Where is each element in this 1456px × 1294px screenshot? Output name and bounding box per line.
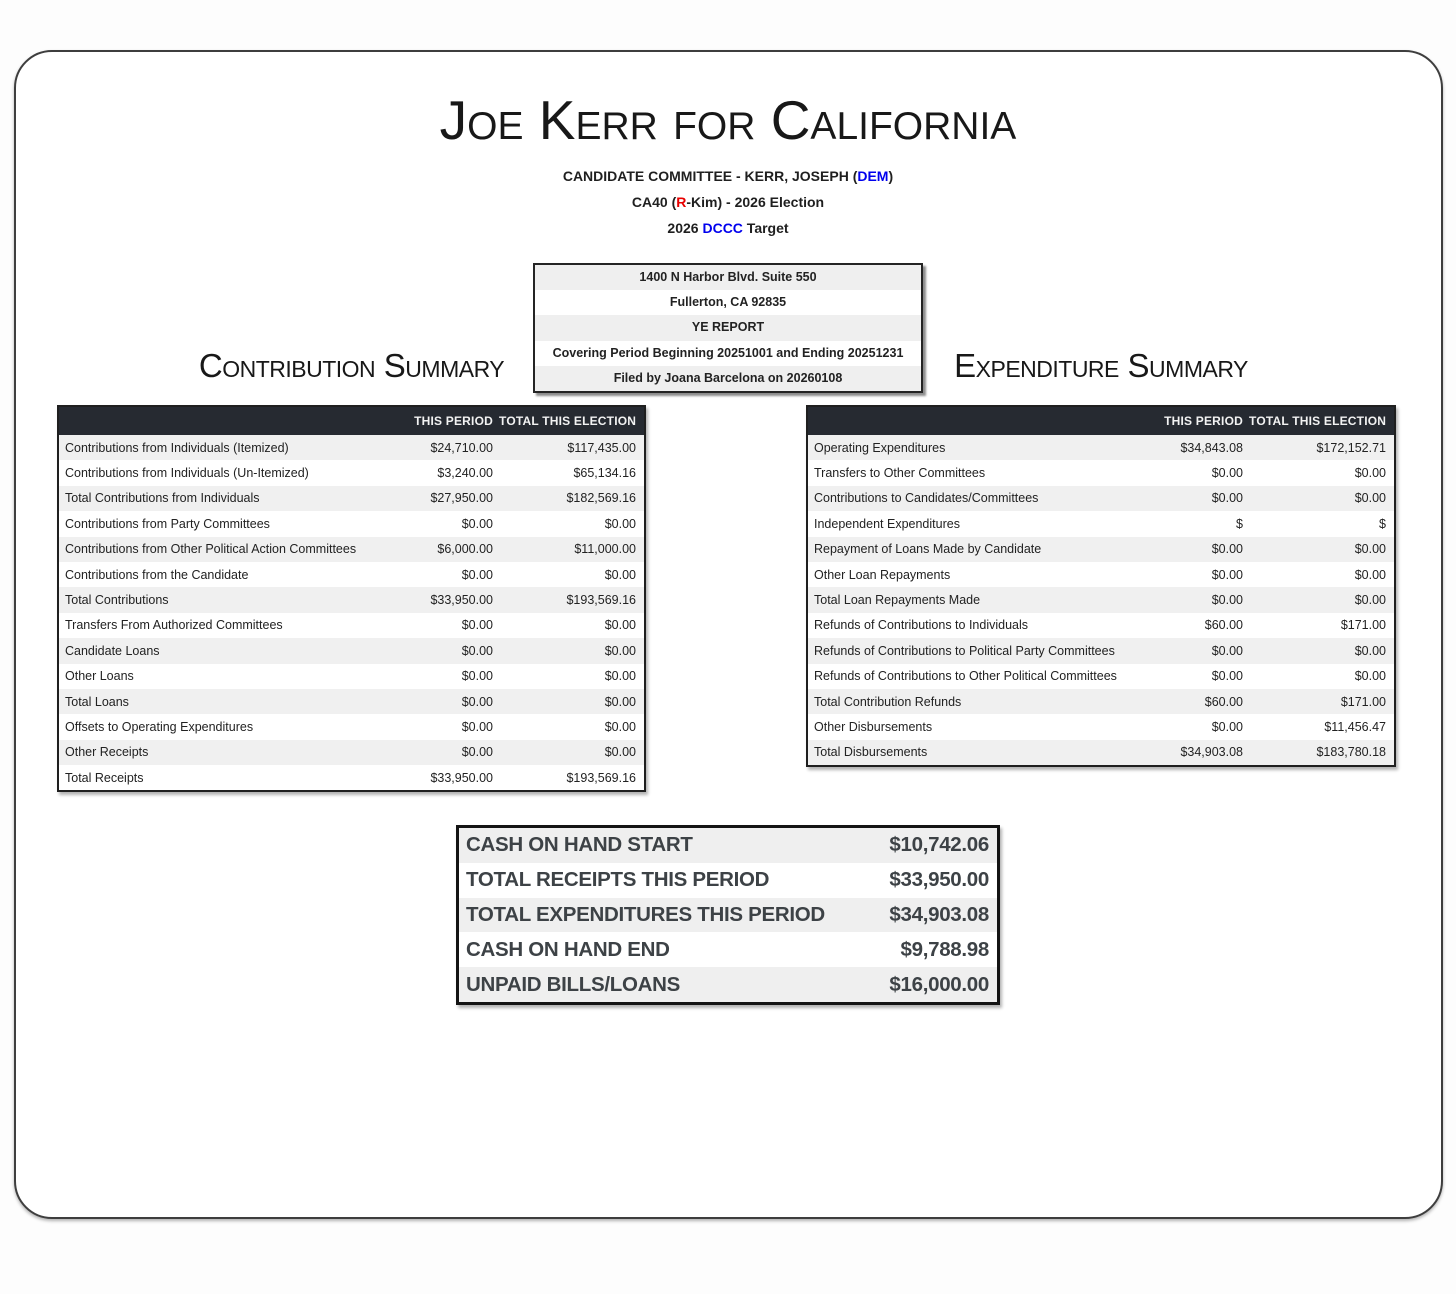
cell: $0.00 — [461, 618, 493, 633]
cell: Contributions from Individuals (Itemized) — [65, 440, 289, 455]
committee-type-text: CANDIDATE COMMITTEE - KERR, JOSEPH ( — [562, 168, 858, 184]
expenditure-summary-table — [806, 405, 1396, 767]
contribution-row — [59, 689, 644, 714]
cell: $34,903.08 — [1180, 745, 1243, 760]
cell: Total Loans — [65, 694, 129, 709]
cell: TOTAL RECEIPTS THIS PERIOD — [466, 868, 770, 892]
this-period-column-header: THIS PERIOD — [414, 414, 493, 428]
contribution-table-body — [59, 435, 644, 790]
cell: Transfers From Authorized Committees — [65, 618, 283, 633]
cell: $ — [1236, 516, 1243, 531]
cell: CASH ON HAND END — [466, 937, 670, 961]
cell: $0.00 — [1354, 491, 1386, 506]
cell: Contributions from Party Committees — [65, 516, 270, 531]
contribution-row — [59, 460, 644, 485]
cell: $0.00 — [1211, 466, 1243, 481]
expenditure-row — [808, 740, 1394, 765]
cell: $0.00 — [1354, 669, 1386, 684]
contribution-row — [59, 613, 644, 638]
cell: Total Contribution Refunds — [814, 694, 962, 709]
cell: $33,950.00 — [430, 593, 493, 608]
cell: Candidate Loans — [65, 643, 160, 658]
cell: $16,000.00 — [889, 972, 989, 996]
filing-info-row — [535, 265, 921, 290]
target-year-text: 2026 — [667, 220, 703, 236]
cell: $34,903.08 — [889, 902, 989, 926]
cell: $0.00 — [1211, 643, 1243, 658]
expenditure-row — [808, 587, 1394, 612]
cell: $0.00 — [604, 694, 636, 709]
cell: $0.00 — [1211, 719, 1243, 734]
contribution-row — [59, 587, 644, 612]
cell: $0.00 — [1211, 567, 1243, 582]
expenditure-row — [808, 486, 1394, 511]
cell: $193,569.16 — [566, 770, 636, 785]
expenditure-table-body — [808, 435, 1394, 765]
cash-summary-row — [459, 828, 997, 863]
committee-type-suffix: ) — [888, 168, 894, 184]
cell: $0.00 — [461, 745, 493, 760]
total-election-column-header: TOTAL THIS ELECTION — [499, 414, 637, 428]
cell: Total Loan Repayments Made — [814, 593, 981, 608]
contribution-row — [59, 638, 644, 663]
district-suffix: -Kim) - 2026 Election — [686, 194, 825, 210]
cell: $0.00 — [461, 694, 493, 709]
expenditure-row — [808, 714, 1394, 739]
cell: Refunds of Contributions to Other Political Committees — [814, 669, 1117, 684]
contribution-summary-table — [57, 405, 646, 792]
cell: Other Loan Repayments — [814, 567, 951, 582]
cell: $0.00 — [1354, 593, 1386, 608]
cell: $0.00 — [604, 643, 636, 658]
cell: $27,950.00 — [430, 491, 493, 506]
cell: Other Receipts — [65, 745, 149, 760]
total-election-column-header: TOTAL THIS ELECTION — [1249, 414, 1387, 428]
cell: $0.00 — [461, 669, 493, 684]
cell: $0.00 — [604, 669, 636, 684]
district-election-line — [0, 189, 1456, 215]
expenditure-summary-title: Expenditure Summary — [954, 347, 1248, 384]
cell: Total Disbursements — [814, 745, 928, 760]
this-period-column-header: THIS PERIOD — [1164, 414, 1243, 428]
cell: $0.00 — [461, 516, 493, 531]
contribution-row — [59, 511, 644, 536]
expenditure-row — [808, 664, 1394, 689]
cell: $0.00 — [1211, 542, 1243, 557]
cell: $183,780.18 — [1316, 745, 1386, 760]
expenditure-table-header — [808, 407, 1394, 435]
committee-type-line — [0, 163, 1456, 189]
cash-summary-row — [459, 863, 997, 898]
contribution-row — [59, 714, 644, 739]
contribution-row — [59, 435, 644, 460]
contribution-row — [59, 537, 644, 562]
cell: Total Receipts — [65, 770, 144, 785]
cell: $34,843.08 — [1180, 440, 1243, 455]
cash-summary-row — [459, 967, 997, 1002]
cell: 1400 N Harbor Blvd. Suite 550 — [639, 270, 817, 284]
cell: $10,742.06 — [889, 833, 989, 857]
cell: $33,950.00 — [430, 770, 493, 785]
contribution-row — [59, 740, 644, 765]
cell: $117,435.00 — [567, 440, 636, 455]
cell: $0.00 — [1211, 491, 1243, 506]
cell: Contributions from the Candidate — [65, 567, 249, 582]
cell: $0.00 — [604, 567, 636, 582]
cell: Contributions to Candidates/Committees — [814, 491, 1039, 506]
expenditure-row — [808, 460, 1394, 485]
cell: $0.00 — [1211, 593, 1243, 608]
contribution-table-header — [59, 407, 644, 435]
expenditure-row — [808, 613, 1394, 638]
party-dem-label: DEM — [857, 168, 889, 184]
cell: Refunds of Contributions to Individuals — [814, 618, 1029, 633]
cell: $60.00 — [1204, 694, 1243, 709]
contribution-row — [59, 765, 644, 790]
expenditure-row — [808, 562, 1394, 587]
cell: $171.00 — [1340, 694, 1386, 709]
cell: $0.00 — [1211, 669, 1243, 684]
cell: Independent Expenditures — [814, 516, 960, 531]
cell: $24,710.00 — [430, 440, 493, 455]
cell: TOTAL EXPENDITURES THIS PERIOD — [466, 902, 825, 926]
cell: $0.00 — [604, 516, 636, 531]
cell: $33,950.00 — [889, 868, 989, 892]
cell: Operating Expenditures — [814, 440, 946, 455]
cell: Total Contributions from Individuals — [65, 491, 260, 506]
cell: Offsets to Operating Expenditures — [65, 719, 254, 734]
cell: $0.00 — [461, 719, 493, 734]
cell: $ — [1379, 516, 1386, 531]
cell: $0.00 — [1354, 643, 1386, 658]
district-text: CA40 ( — [631, 194, 677, 210]
cell: $182,569.16 — [566, 491, 636, 506]
target-line — [0, 215, 1456, 241]
cell: Filed by Joana Barcelona on 20260108 — [613, 370, 843, 385]
cell: Other Disbursements — [814, 719, 933, 734]
cell: $172,152.71 — [1316, 440, 1386, 455]
cell: $193,569.16 — [566, 593, 636, 608]
party-rep-label: R — [676, 194, 687, 210]
cell: Covering Period Beginning 20251001 and Ending 20251231 — [552, 345, 904, 360]
expenditure-row — [808, 435, 1394, 460]
cell: $11,000.00 — [574, 542, 636, 557]
cell: Refunds of Contributions to Political Party Committees — [814, 643, 1115, 658]
contribution-row — [59, 664, 644, 689]
cell: CASH ON HAND START — [466, 833, 693, 857]
cell: $3,240.00 — [437, 466, 493, 481]
filing-info-row — [535, 290, 921, 315]
expenditure-row — [808, 511, 1394, 536]
cell: UNPAID BILLS/LOANS — [466, 972, 681, 996]
cell: $11,456.47 — [1324, 719, 1386, 734]
cell: Contributions from Individuals (Un-Itemized) — [65, 466, 309, 481]
filing-info-row — [535, 315, 921, 340]
cell: $171.00 — [1340, 618, 1386, 633]
cell: $9,788.98 — [900, 937, 989, 961]
target-suffix: Target — [742, 220, 789, 236]
expenditure-row — [808, 689, 1394, 714]
expenditure-row — [808, 638, 1394, 663]
cash-summary-row — [459, 932, 997, 967]
cell: $65,134.16 — [573, 466, 636, 481]
committee-name-title: Joe Kerr for California — [439, 89, 1017, 151]
cell: $60.00 — [1204, 618, 1243, 633]
cash-summary-row — [459, 898, 997, 933]
contribution-summary-title: Contribution Summary — [198, 347, 505, 384]
cell: $0.00 — [1354, 466, 1386, 481]
cell: Total Contributions — [65, 593, 169, 608]
contribution-row — [59, 486, 644, 511]
cell: $0.00 — [1354, 542, 1386, 557]
cell: Other Loans — [65, 669, 134, 684]
contribution-row — [59, 562, 644, 587]
cell: $0.00 — [604, 745, 636, 760]
cell: $0.00 — [1354, 567, 1386, 582]
expenditure-row — [808, 537, 1394, 562]
cell: $6,000.00 — [437, 542, 493, 557]
cell: $0.00 — [604, 618, 636, 633]
cell: YE REPORT — [691, 320, 765, 335]
cell: Contributions from Other Political Action Committees — [65, 542, 357, 557]
cell: Transfers to Other Committees — [814, 466, 986, 481]
cash-summary-table — [456, 825, 1000, 1005]
cell: Fullerton, CA 92835 — [669, 295, 787, 310]
cell: $0.00 — [461, 643, 493, 658]
cell: $0.00 — [604, 719, 636, 734]
cell: Repayment of Loans Made by Candidate — [814, 542, 1042, 557]
dccc-label: DCCC — [702, 220, 743, 236]
cell: $0.00 — [461, 567, 493, 582]
